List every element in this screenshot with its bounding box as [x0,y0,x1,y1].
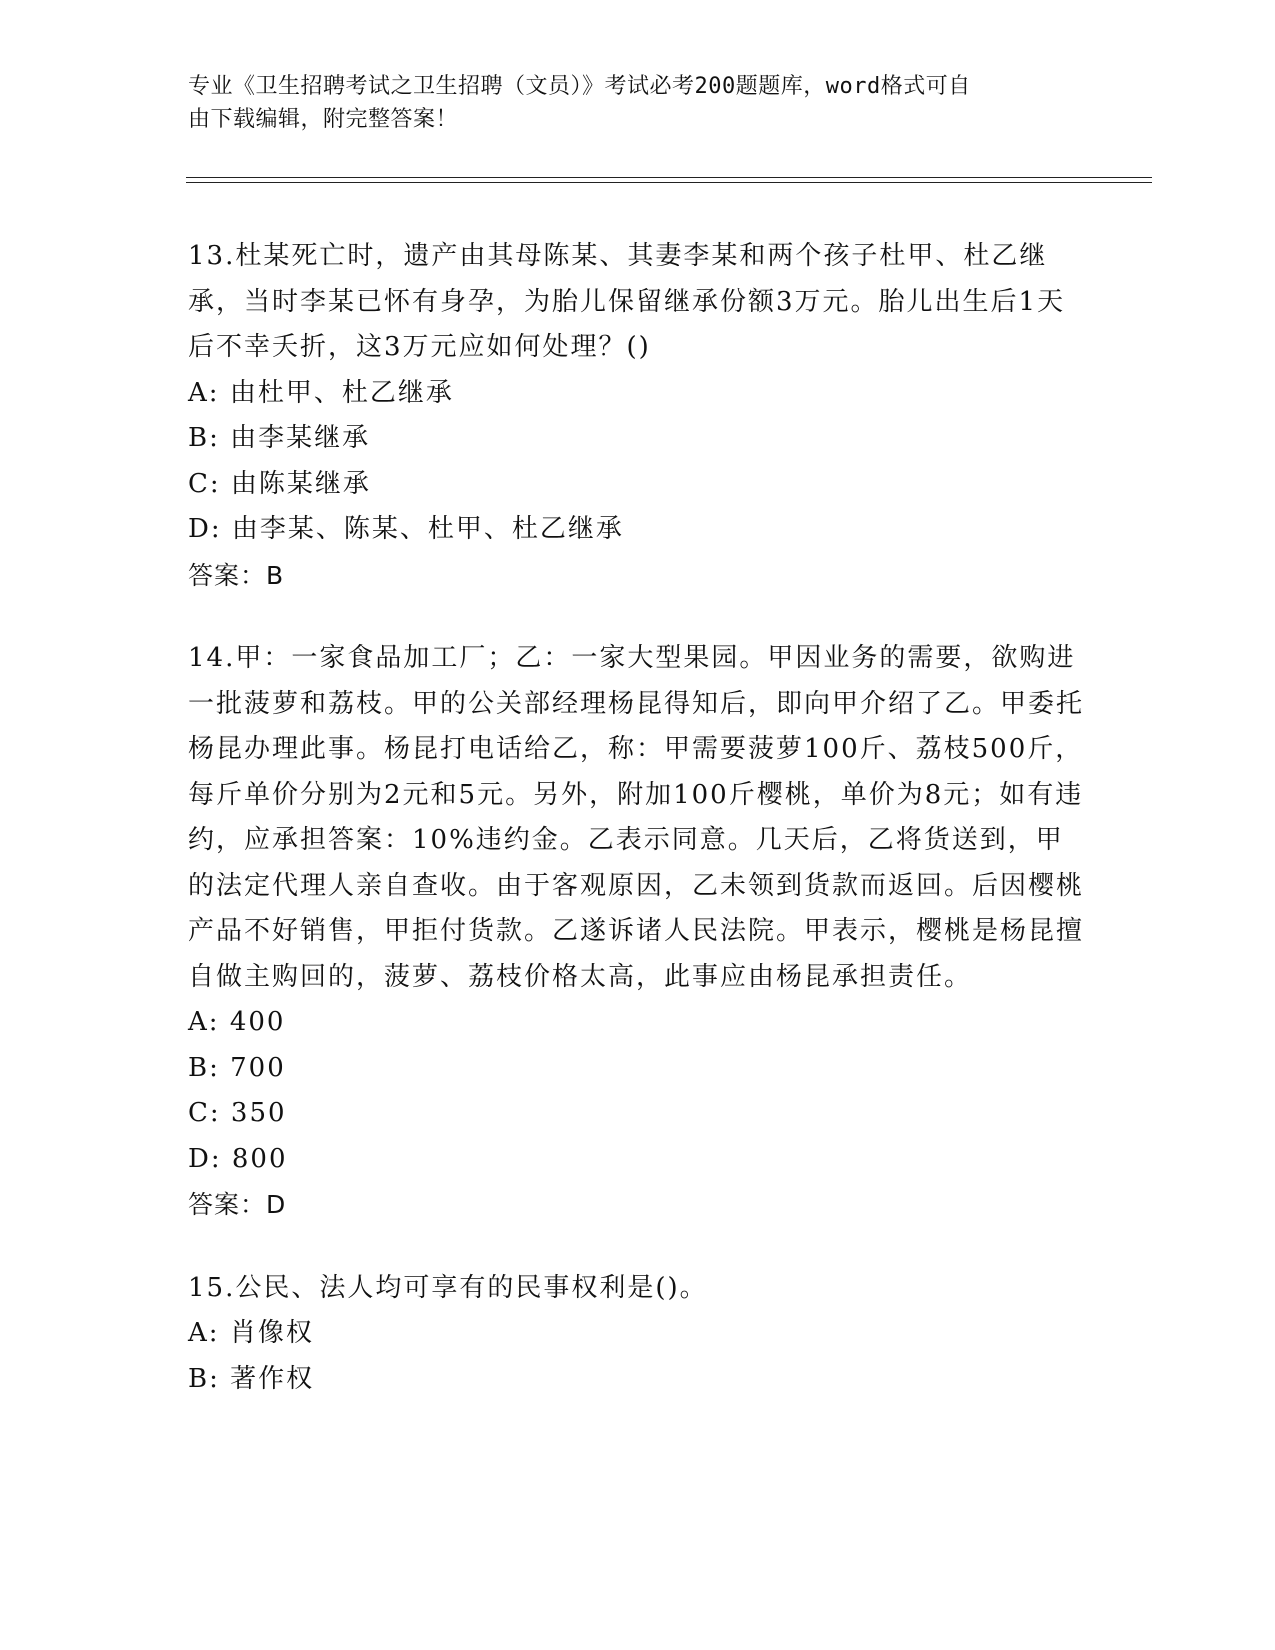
question-14 [188,636,1088,1228]
option-c [188,462,1088,508]
option-value: 由李某、陈某、杜甲、杜乙继承 [231,514,624,544]
option-key: C: [188,1098,221,1128]
option-key: C: [188,468,221,499]
header-line-2: 由下载编辑，附完整答案！ [188,107,459,132]
option-key: A: [188,377,220,408]
option-key: D: [188,514,222,544]
answer-line: 答案：D [188,1190,287,1219]
option-key: D: [188,1143,222,1174]
question-15 [188,1266,1088,1403]
option-value: 350 [230,1098,287,1128]
question-text: 15.公民、法人均可享有的民事权利是()。 [188,1272,708,1303]
header-line-1: 专业《卫生招聘考试之卫生招聘（文员）》考试必考200题题库，word格式可自 [188,74,971,99]
option-key: A: [188,1318,220,1348]
option-value: 700 [230,1052,286,1083]
option-a [188,371,1088,417]
option-c [188,1091,1088,1137]
option-b [188,416,1088,462]
option-key: A: [188,1007,220,1037]
option-value: 著作权 [230,1363,315,1394]
option-value: 肖像权 [229,1318,314,1348]
document-header [188,70,1068,136]
answer-line: 答案：B [188,560,285,590]
option-value: 800 [231,1143,288,1174]
question-text: 13.杜某死亡时，遗产由其母陈某、其妻李某和两个孩子杜甲、杜乙继承，当时李某已怀有身孕，为胎儿保留继承份额3万元。胎儿出生后1天后不幸夭折，这3万元应如何处理？() [188,241,1066,362]
option-d [188,1137,1088,1183]
option-value: 400 [229,1007,286,1037]
header-divider-top [186,177,1152,178]
question-text: 14.甲：一家食品加工厂；乙：一家大型果园。甲因业务的需要，欲购进一批菠萝和荔枝。甲的公关部经理杨昆得知后，即向甲介绍了乙。甲委托杨昆办理此事。杨昆打电话给乙，称：甲需要菠萝100斤、荔枝500斤，每斤单价分别为2元和5元。另外，附加100斤樱桃，单价为8元；如有违约，应承担答案：10%违约金。乙表示同意。几天后，乙将货送到，甲的法定代理人亲自查收。由于客观原因，乙未领到货款而返回。后因樱桃产品不好销售，甲拒付货款。乙遂诉诸人民法院。甲表示，樱桃是杨昆擅自做主购回的，菠萝、荔枝价格太高，此事应由杨昆承担责任。 [188,643,1085,992]
option-key: B: [188,1052,220,1083]
question-list [188,234,1088,1440]
question-13 [188,234,1088,598]
header-divider-bottom [186,182,1152,183]
option-key: B: [188,1363,220,1394]
option-value: 由陈某继承 [230,468,371,499]
option-d [188,507,1088,553]
option-a [188,1000,1088,1046]
option-value: 由李某继承 [230,423,371,453]
option-b [188,1046,1088,1092]
option-b [188,1357,1088,1403]
option-value: 由杜甲、杜乙继承 [229,377,454,408]
option-a [188,1311,1088,1357]
option-key: B: [188,423,220,453]
